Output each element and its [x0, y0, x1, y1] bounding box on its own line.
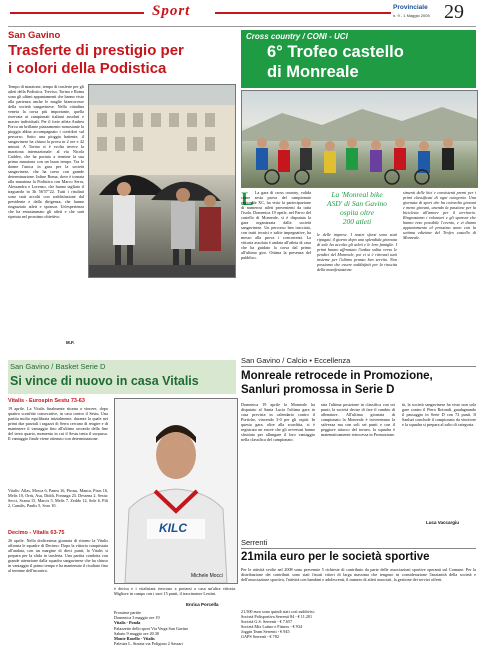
photo-caption: Michele Mocci [191, 573, 223, 579]
upcoming-games [114, 610, 236, 646]
header-rule-left [10, 12, 144, 14]
match-1-lineup: Vitalis: Allas, Mosca 6, Panea 16, Pirosu, Manca, Piras 16, Melis 10, Orrù, Asu, Diddi, Fonnaga 23. Dessena 2. Sestu: Secci, Scanu 15, Marcis 5, Melis 7, Zeddo 12, Sole 6, Pili 2, Canalis, Paulis 5, Soro 10. [8, 488, 108, 508]
jersey-sponsor-text: KILC [159, 521, 187, 535]
headline-line-1: 6° Trofeo castello [267, 43, 404, 61]
match-2-continued: è decisa e i vitalisiani riescono a portarsi a casa un'altra vittoria. Migliore in campo con i suoi 15 punti, il trascinatore Lestini. [114, 586, 236, 596]
article-body: Per le attività svolte nel 2008 sono pervenute 5 richieste di contributo da parte delle associazioni sportive operanti sul Comune. Per la distribuzione dei contributi sono stati fissati criteri di larga massima che tengono in considerazione l'anzianità della società e dell'associazione sportiva, l'attività con bambini e adolescenti, il numero di atleti associati, la gestione dei servizi offerti. [241, 567, 476, 582]
upcoming-line-2: Vitalis - Ponda [114, 620, 141, 626]
headline-line-2: i colori della Podistica [8, 60, 167, 77]
kicker: Serrenti [241, 538, 268, 547]
player-photo [114, 398, 238, 584]
article-col-2: le delle imprese. I nostri sforzi sono stati ripagati, il giorno dopo una splendida giornata di sole ha accolto gli atleti e le loro famiglie. I primi hanno affrontato l'ardua salita verso le pendici del Monreale, poi ci si è ritrovati tutti insieme per l'ultimo pranzo ben servito. Non possiamo che essere soddisfatti per la riuscita della manifestazione. [317, 232, 397, 272]
upcoming-line-6: Palestra L. Sinisia via Poligono 2 Sassari [114, 641, 183, 647]
list-item: Società Polisportiva Serrenti 84 - € 11.201 [241, 614, 313, 620]
story-cross-country [241, 30, 476, 350]
kicker: San Gavino [8, 30, 61, 41]
player-illustration [115, 399, 237, 583]
headline-banner [241, 30, 476, 88]
article-col-2: rata l'ultima posizione in classifica con sei punti, la società decise di fare il cambio di allenatore. All'ultima giornata di campionato la Monreale è troveremmo la salvezza ma con soli sei punti e con il peggiore attacco del torneo, la squadra è matematicamente retrocessa in Promozione. [321, 402, 395, 437]
issue-date: n. 9 - 1 Maggio 2005 [393, 13, 430, 18]
headline: 21mila euro per le società sportive [241, 551, 430, 563]
list-item: Joggin Team Serrenti - € 945 [241, 629, 290, 635]
byline: Luca Vaccargiu [426, 520, 460, 525]
list-item: Società Mix Latino e Fitness - € 934 [241, 624, 303, 630]
kicker: San Gavino / Basket Serie D [10, 362, 106, 371]
upcoming-title: Prossime partite [114, 610, 142, 615]
header-rule-right [215, 12, 391, 14]
pull-quote-line-3: ospita oltre [339, 208, 375, 217]
article-photo-cyclists [241, 90, 478, 188]
match-1-body: 19 aprile. La Vitalis finalmente ritorna a vincere, dopo quattro sconfitte consecutive, in casa contro il Sestu. Una partita molto equilibrata inizialmente, durante la quale nei primi due parziali i ragazzi di Serra cercano di reagire e di mantenere il vantaggio fino all'ultimo secondo della fine del terzo quarto, momento in cui il Sestu tenta il sorpasso. Il vantaggio finale viene ottenuto con determinazione. [8, 406, 108, 441]
pull-quote-line-2: ASD' di San Gavino [326, 199, 388, 208]
article-col-3: simenti delle bici e consistenti premi per i primi classificati di ogni categoria. Una giornata di sport che ha coinvolto giovani e meno giovani, unendo la passione per la bicicletta all'amore per il territorio. Ringraziamo i volontari e gli sponsor che hanno reso possibile l'evento, e vi diamo appuntamento al prossimo anno con la settima edizione del Trofeo castello di Monreale. [403, 190, 476, 240]
section-title: Sport [152, 3, 191, 19]
article-photo-runners [88, 84, 236, 278]
page-header [0, 0, 482, 26]
headline-line-1: Monreale retrocede in Promozione, [241, 370, 433, 382]
pull-quote-line-4: 200 atleti [342, 217, 372, 226]
upcoming-line-1: Domenica 3 maggio ore 19 [114, 615, 160, 621]
header-bottom-rule [8, 26, 476, 27]
match-2-body: 26 aprile. Nella dodicesima giornata di ritorno la Vitalis affronta le squadre di Decimo. Dopo la vittoria conquistata all'andata, con un margine di dieci punti, la Vitalis si prepara per la sfida in trasferta. Una partita condotta con grande attenzione dalla squadra sangavinese che ha chiuso in vantaggio il primo tempo e ha mantenuto il risultato fino al termine dell'incontro. [8, 538, 108, 573]
headline: Si vince di nuovo in casa Vitalis [10, 374, 199, 388]
brand-logo: Provinciale [393, 4, 428, 11]
upcoming-line-4: Sabato 9 maggio ore 20.30 [114, 630, 160, 636]
headline-line-2: di Monreale [267, 63, 359, 81]
upcoming-line-3: Palazzetto dello sport Via Verga San Gavino [114, 625, 189, 631]
story-basket [8, 360, 236, 652]
drop-cap: L [241, 189, 254, 210]
photo-illustration [242, 91, 477, 187]
section-banner [8, 360, 236, 394]
article-col-1: Domenica 19 aprile la Monreale ha disputato al Santa Lucia l'ultima gara in casa prevista in calendario contro il Portiche, vincendo 3-0 per gli ospiti. In questa gara, oltre alla sconfitta, si è registrato un errore che gli avversari hanno sfruttato per allungare il loro vantaggio nella classifica del campionato. [241, 402, 315, 442]
allocation-list [241, 609, 476, 640]
upcoming-line-5: Monte Rosello - Vitalis [114, 636, 155, 642]
byline: Enrica Porcella [186, 602, 219, 607]
kicker-rule [241, 548, 476, 549]
story-serrenti [241, 538, 476, 652]
list-intro: 21.500 euro sono quindi stati così suddivisi: [241, 609, 315, 614]
pull-quote-line-1: La 'Monreal bike [331, 190, 383, 199]
photo-illustration [89, 85, 235, 277]
headline-line-2: Sanluri promossa in Serie D [241, 384, 395, 396]
kicker: San Gavino / Calcio • Eccellenza [241, 356, 351, 365]
article-col-1: La gara di cross country, valida come sesta prova del campionato regionale XC, ha visto la partecipazione di numerosi atleti provenienti da tutta l'isola. Domenica 19 aprile, nel Parco del castello di Monreale, si è disputata la gara organizzata dalla società sangavinese. Un percorso ben tracciato, con tratti tecnici e salite impegnative, ha messo alla prova i concorrenti. La vittoria assoluta è andata all'atleta di casa che ha guidato la corsa dal primo all'ultimo giro. Ottima la presenza del pubblico. [241, 190, 311, 260]
kicker: Cross country / CONI - UCI [246, 32, 348, 41]
byline: M.F. [66, 340, 75, 345]
match-1-title: Vitalis - Eurospin Sestu 73-63 [8, 398, 85, 404]
headline-line-1: Trasferte di prestigio per [8, 42, 184, 59]
pull-quote [317, 190, 397, 226]
story-calcio [241, 354, 476, 534]
list-item: GAPS Serrenti - € 782 [241, 634, 279, 640]
page-number: 29 [444, 1, 464, 23]
list-item: Società G.S. Serrenti - € 7.657 [241, 619, 293, 625]
article-col-3: tà, la società sangavinese ha visto non sola gare contro il Piero Rotondi, guadagnando il passaggio in Serie D con 72 punti. Il Sanluri conclude il campionato da vincitore e la squadra si prepara al salto di categoria. [402, 402, 476, 427]
kicker-rule [241, 366, 476, 367]
article-body: Tempo di maratone, tempo di trasferte per gli atleti della Podistica. Treviso, Torino e Roma sono gli ultimi appuntamenti che hanno visto alla partenza anche le maglie biancorosse della società sangavinese. Nella cittadina veneta la corsa più importante, quella riservata ai campionati italiani assoluti e master individuali. Per il forte atleta Andrea Porcu un brillante piazzamento nonostante la pioggia abbia accompagnato i corridori sul percorso. Sotto una pioggia battente, il sangavinese ha chiuso la prova in 2 ore e 42 minuti. A Torino si è svolta invece la maratona internazionale: al via Nicola Caddeo, che ha portato a termine la sua prima maratona con un buon tempo. Tra le donne l'unica in gara per la società sangavinese, che ha corso con grande determinazione. Infine Roma, dove è tornata alla maratona la Podistica con Marco Serra, Alessandra e Lorenzo, che hanno tagliato il traguardo in 3h 56'57"22. Tutti i risultati sono stati accolti con soddisfazione dal presidente e dalla dirigenza, che hanno ringraziato atleti e sponsor. Un'esperienza che ha entusiasmato gli atleti e che sarà ripetuta nel prossimo obiettivo. [8, 84, 84, 219]
story-podistica [8, 30, 236, 350]
match-2-title: Decimo - Vitalis 63-75 [8, 530, 65, 536]
